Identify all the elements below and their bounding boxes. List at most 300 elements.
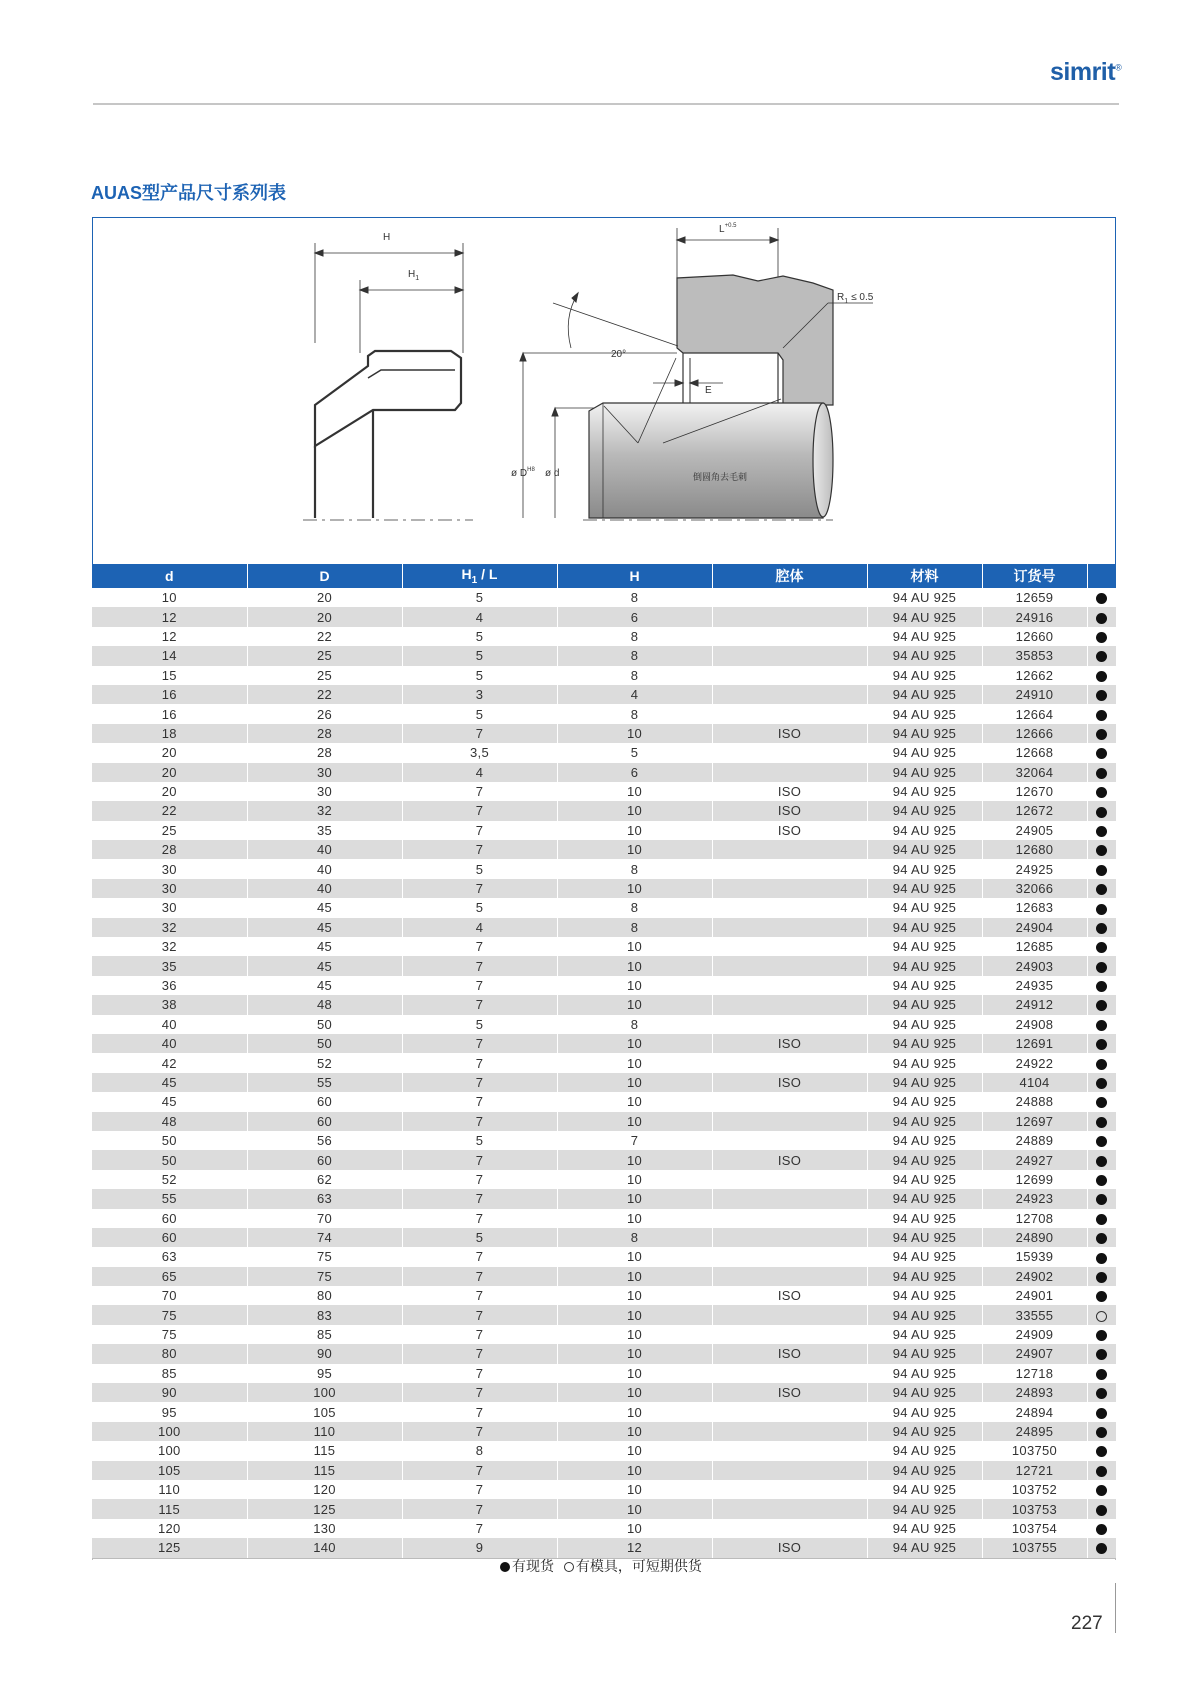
filled-dot-icon (1096, 807, 1107, 818)
cell-order-number: 12683 (982, 898, 1087, 917)
cell-order-number: 12708 (982, 1209, 1087, 1228)
cell-H: 7 (557, 1131, 712, 1150)
cell-order-number: 24909 (982, 1325, 1087, 1344)
cell-H1-L: 7 (402, 1150, 557, 1169)
cell-cavity (712, 976, 867, 995)
drawing-svg (93, 218, 1117, 565)
header-cavity: 腔体 (712, 564, 867, 588)
cell-availability (1087, 879, 1116, 898)
cell-availability (1087, 1112, 1116, 1131)
cell-material: 94 AU 925 (867, 995, 982, 1014)
cell-d: 120 (92, 1519, 247, 1538)
table-row (92, 1383, 1116, 1402)
hollow-dot-icon (564, 1562, 574, 1572)
cell-H: 10 (557, 801, 712, 820)
table-row (92, 1092, 1116, 1111)
cell-availability (1087, 1402, 1116, 1421)
cell-material: 94 AU 925 (867, 1247, 982, 1266)
cell-d: 30 (92, 879, 247, 898)
cell-d: 35 (92, 956, 247, 975)
cell-availability (1087, 840, 1116, 859)
cell-H1-L: 5 (402, 666, 557, 685)
cell-H1-L: 7 (402, 1170, 557, 1189)
cell-availability (1087, 1461, 1116, 1480)
cell-H1-L: 4 (402, 607, 557, 626)
cell-D: 100 (247, 1383, 402, 1402)
filled-dot-icon (1096, 1446, 1107, 1457)
table-row (92, 859, 1116, 878)
technical-drawing (92, 217, 1116, 564)
cell-order-number: 103750 (982, 1441, 1087, 1460)
cell-order-number: 12685 (982, 937, 1087, 956)
cell-D: 105 (247, 1402, 402, 1421)
cell-material: 94 AU 925 (867, 1441, 982, 1460)
cell-cavity (712, 607, 867, 626)
cell-cavity (712, 627, 867, 646)
cell-cavity (712, 666, 867, 685)
cell-H1-L: 7 (402, 724, 557, 743)
cell-H: 10 (557, 937, 712, 956)
filled-dot-icon (1096, 1078, 1107, 1089)
cell-availability (1087, 743, 1116, 762)
cell-order-number: 24912 (982, 995, 1087, 1014)
cell-H1-L: 4 (402, 763, 557, 782)
cell-order-number: 103755 (982, 1538, 1087, 1557)
cell-D: 45 (247, 937, 402, 956)
cell-availability (1087, 1305, 1116, 1324)
cell-cavity: ISO (712, 821, 867, 840)
cell-order-number: 103754 (982, 1519, 1087, 1538)
cell-material: 94 AU 925 (867, 1189, 982, 1208)
cell-d: 28 (92, 840, 247, 859)
cell-material: 94 AU 925 (867, 1383, 982, 1402)
table-row (92, 704, 1116, 723)
cell-cavity (712, 1480, 867, 1499)
cell-availability (1087, 627, 1116, 646)
cell-cavity (712, 763, 867, 782)
table-row (92, 1441, 1116, 1460)
cell-availability (1087, 724, 1116, 743)
cell-availability (1087, 1053, 1116, 1072)
cell-cavity (712, 1015, 867, 1034)
cell-order-number: 24925 (982, 859, 1087, 878)
cell-cavity (712, 1499, 867, 1518)
cell-D: 60 (247, 1112, 402, 1131)
cell-d: 50 (92, 1150, 247, 1169)
cell-d: 110 (92, 1480, 247, 1499)
filled-dot-icon (1096, 710, 1107, 721)
cell-D: 30 (247, 763, 402, 782)
cell-H1-L: 7 (402, 1209, 557, 1228)
table-row (92, 1034, 1116, 1053)
cell-material: 94 AU 925 (867, 1344, 982, 1363)
cell-D: 32 (247, 801, 402, 820)
table-row (92, 1305, 1116, 1324)
cell-d: 45 (92, 1073, 247, 1092)
cell-order-number: 24908 (982, 1015, 1087, 1034)
cell-order-number: 33555 (982, 1305, 1087, 1324)
cell-availability (1087, 1189, 1116, 1208)
label-E: E (705, 385, 712, 396)
table-row (92, 1461, 1116, 1480)
cell-D: 25 (247, 646, 402, 665)
cell-cavity (712, 646, 867, 665)
cell-D: 40 (247, 879, 402, 898)
table-row (92, 763, 1116, 782)
label-chamfer: 倒圆角去毛刺 (693, 472, 748, 482)
label-d: ø d (545, 468, 560, 479)
cell-H1-L: 5 (402, 627, 557, 646)
cell-order-number: 103753 (982, 1499, 1087, 1518)
cell-availability (1087, 1383, 1116, 1402)
filled-dot-icon (1096, 904, 1107, 915)
cell-cavity (712, 918, 867, 937)
cell-order-number: 24907 (982, 1344, 1087, 1363)
cell-d: 75 (92, 1305, 247, 1324)
cell-d: 55 (92, 1189, 247, 1208)
cell-cavity (712, 743, 867, 762)
cell-cavity (712, 1461, 867, 1480)
cell-cavity: ISO (712, 1073, 867, 1092)
filled-dot-icon (1096, 1330, 1107, 1341)
cell-availability (1087, 1092, 1116, 1111)
cell-H1-L: 7 (402, 1422, 557, 1441)
cell-cavity (712, 1053, 867, 1072)
cell-H1-L: 7 (402, 956, 557, 975)
cell-cavity (712, 1170, 867, 1189)
filled-dot-icon (1096, 1369, 1107, 1380)
cell-H: 8 (557, 918, 712, 937)
filled-dot-icon (1096, 1253, 1107, 1264)
cell-material: 94 AU 925 (867, 1402, 982, 1421)
cell-cavity (712, 1247, 867, 1266)
cell-order-number: 12697 (982, 1112, 1087, 1131)
cell-material: 94 AU 925 (867, 898, 982, 917)
cell-H: 5 (557, 743, 712, 762)
filled-dot-icon (1096, 1349, 1107, 1360)
cell-cavity (712, 840, 867, 859)
hollow-dot-icon (1096, 1311, 1107, 1322)
cell-D: 62 (247, 1170, 402, 1189)
cell-material: 94 AU 925 (867, 782, 982, 801)
filled-dot-icon (1096, 1000, 1107, 1011)
cell-material: 94 AU 925 (867, 685, 982, 704)
cell-d: 22 (92, 801, 247, 820)
cell-cavity (712, 1364, 867, 1383)
cell-D: 83 (247, 1305, 402, 1324)
filled-dot-icon (1096, 923, 1107, 934)
table-row (92, 1519, 1116, 1538)
cell-availability (1087, 1422, 1116, 1441)
cell-d: 75 (92, 1325, 247, 1344)
cell-material: 94 AU 925 (867, 763, 982, 782)
cell-material: 94 AU 925 (867, 1015, 982, 1034)
header-D: D (247, 564, 402, 588)
cell-D: 52 (247, 1053, 402, 1072)
cell-material: 94 AU 925 (867, 1131, 982, 1150)
cell-cavity (712, 1131, 867, 1150)
cell-availability (1087, 1247, 1116, 1266)
cell-d: 115 (92, 1499, 247, 1518)
dimension-table-wrap (92, 564, 1116, 1559)
cell-material: 94 AU 925 (867, 1499, 982, 1518)
table-row (92, 1267, 1116, 1286)
label-H1: $H_1$ (408, 269, 420, 282)
cell-H: 8 (557, 859, 712, 878)
cell-D: 55 (247, 1073, 402, 1092)
cell-cavity (712, 685, 867, 704)
cell-H1-L: 7 (402, 840, 557, 859)
dimension-table (92, 564, 1116, 1558)
cell-D: 40 (247, 859, 402, 878)
cell-order-number: 24893 (982, 1383, 1087, 1402)
cell-H: 10 (557, 1305, 712, 1324)
cell-H1-L: 7 (402, 1305, 557, 1324)
cell-H: 10 (557, 1383, 712, 1402)
brand-logo (1050, 58, 1121, 87)
page-title: AUAS型产品尺寸系列表 (91, 183, 287, 203)
filled-dot-icon (1096, 865, 1107, 876)
cell-availability (1087, 821, 1116, 840)
brand-mark: ® (1115, 62, 1122, 73)
cell-order-number: 24890 (982, 1228, 1087, 1247)
cell-d: 36 (92, 976, 247, 995)
cell-D: 48 (247, 995, 402, 1014)
cell-material: 94 AU 925 (867, 627, 982, 646)
cell-cavity (712, 1092, 867, 1111)
cell-D: 25 (247, 666, 402, 685)
cell-material: 94 AU 925 (867, 918, 982, 937)
cell-availability (1087, 1170, 1116, 1189)
cell-D: 45 (247, 956, 402, 975)
cell-material: 94 AU 925 (867, 1092, 982, 1111)
cell-material: 94 AU 925 (867, 879, 982, 898)
cell-d: 38 (92, 995, 247, 1014)
header-H1-L: $H_1$ / L (402, 564, 557, 588)
cell-H: 10 (557, 821, 712, 840)
cell-availability (1087, 1034, 1116, 1053)
cell-availability (1087, 1015, 1116, 1034)
cell-order-number: 24904 (982, 918, 1087, 937)
filled-dot-icon (1096, 1524, 1107, 1535)
cell-availability (1087, 1364, 1116, 1383)
cell-availability (1087, 666, 1116, 685)
cell-availability (1087, 704, 1116, 723)
table-row (92, 1402, 1116, 1421)
cell-H1-L: 7 (402, 801, 557, 820)
cell-H: 10 (557, 1267, 712, 1286)
cell-material: 94 AU 925 (867, 646, 982, 665)
cell-availability (1087, 1344, 1116, 1363)
cell-H: 10 (557, 1170, 712, 1189)
cell-cavity: ISO (712, 1150, 867, 1169)
cell-D: 30 (247, 782, 402, 801)
table-row (92, 627, 1116, 646)
table-row (92, 1170, 1116, 1189)
filled-dot-icon (1096, 1136, 1107, 1147)
cell-d: 16 (92, 685, 247, 704)
cell-order-number: 24935 (982, 976, 1087, 995)
cell-D: 85 (247, 1325, 402, 1344)
cell-H: 10 (557, 1209, 712, 1228)
cell-material: 94 AU 925 (867, 588, 982, 607)
filled-dot-icon (1096, 1291, 1107, 1302)
cell-availability (1087, 685, 1116, 704)
cell-d: 20 (92, 743, 247, 762)
table-row (92, 995, 1116, 1014)
cell-material: 94 AU 925 (867, 1519, 982, 1538)
cell-H1-L: 7 (402, 879, 557, 898)
cell-material: 94 AU 925 (867, 1034, 982, 1053)
cell-D: 40 (247, 840, 402, 859)
table-row (92, 898, 1116, 917)
table-body (92, 588, 1116, 1558)
cell-D: 120 (247, 1480, 402, 1499)
cell-material: 94 AU 925 (867, 607, 982, 626)
table-row (92, 607, 1116, 626)
legend-in-stock: 有现货 (512, 1558, 554, 1574)
filled-dot-icon (1096, 1466, 1107, 1477)
table-row (92, 743, 1116, 762)
cell-order-number: 12672 (982, 801, 1087, 820)
cell-d: 45 (92, 1092, 247, 1111)
cell-H: 8 (557, 588, 712, 607)
filled-dot-icon (1096, 1427, 1107, 1438)
cell-order-number: 24894 (982, 1402, 1087, 1421)
cell-H: 10 (557, 995, 712, 1014)
cell-D: 45 (247, 898, 402, 917)
table-row (92, 1422, 1116, 1441)
table-header-row (92, 564, 1116, 588)
cell-H: 10 (557, 1499, 712, 1518)
cell-H: 12 (557, 1538, 712, 1557)
cell-order-number: 15939 (982, 1247, 1087, 1266)
cell-availability (1087, 995, 1116, 1014)
cell-order-number: 32066 (982, 879, 1087, 898)
cell-d: 16 (92, 704, 247, 723)
filled-dot-icon (1096, 1020, 1107, 1031)
cell-availability (1087, 976, 1116, 995)
cell-H1-L: 5 (402, 1015, 557, 1034)
cell-order-number: 12662 (982, 666, 1087, 685)
cell-H: 10 (557, 976, 712, 995)
cell-H1-L: 7 (402, 1247, 557, 1266)
cell-H: 8 (557, 666, 712, 685)
table-row (92, 1073, 1116, 1092)
cell-material: 94 AU 925 (867, 1305, 982, 1324)
cell-d: 80 (92, 1344, 247, 1363)
cell-d: 42 (92, 1053, 247, 1072)
cell-availability (1087, 782, 1116, 801)
cell-material: 94 AU 925 (867, 1073, 982, 1092)
filled-dot-icon (1096, 1117, 1107, 1128)
cell-H: 10 (557, 1441, 712, 1460)
cell-availability (1087, 956, 1116, 975)
table-row (92, 1189, 1116, 1208)
header-d: d (92, 564, 247, 588)
cell-material: 94 AU 925 (867, 937, 982, 956)
cell-material: 94 AU 925 (867, 1150, 982, 1169)
label-L: $L^{+0.5}$ (719, 223, 737, 235)
cell-d: 30 (92, 859, 247, 878)
header-material: 材料 (867, 564, 982, 588)
filled-dot-icon (1096, 690, 1107, 701)
cell-H: 8 (557, 704, 712, 723)
cell-H1-L: 7 (402, 1364, 557, 1383)
filled-dot-icon (1096, 671, 1107, 682)
cell-availability (1087, 1519, 1116, 1538)
filled-dot-icon (1096, 1233, 1107, 1244)
cell-D: 75 (247, 1267, 402, 1286)
availability-legend (500, 1556, 702, 1576)
cell-H1-L: 7 (402, 1034, 557, 1053)
cell-d: 32 (92, 918, 247, 937)
cell-D: 22 (247, 685, 402, 704)
cell-availability (1087, 1267, 1116, 1286)
cell-H: 8 (557, 1228, 712, 1247)
cell-cavity: ISO (712, 1538, 867, 1557)
cell-material: 94 AU 925 (867, 976, 982, 995)
cell-cavity (712, 704, 867, 723)
cell-cavity (712, 879, 867, 898)
cell-H1-L: 7 (402, 937, 557, 956)
cell-H: 8 (557, 646, 712, 665)
table-row (92, 666, 1116, 685)
cell-d: 15 (92, 666, 247, 685)
table-row (92, 1209, 1116, 1228)
cell-d: 70 (92, 1286, 247, 1305)
table-row (92, 1015, 1116, 1034)
cell-order-number: 24888 (982, 1092, 1087, 1111)
filled-dot-icon (1096, 729, 1107, 740)
table-row (92, 1364, 1116, 1383)
table-row (92, 646, 1116, 665)
cell-d: 65 (92, 1267, 247, 1286)
cell-H: 10 (557, 1034, 712, 1053)
cell-material: 94 AU 925 (867, 743, 982, 762)
table-row (92, 1228, 1116, 1247)
cell-d: 30 (92, 898, 247, 917)
cell-H: 10 (557, 1092, 712, 1111)
cell-D: 28 (247, 743, 402, 762)
cell-availability (1087, 1150, 1116, 1169)
table-row (92, 976, 1116, 995)
table-row (92, 724, 1116, 743)
cell-H1-L: 7 (402, 1499, 557, 1518)
cell-cavity (712, 937, 867, 956)
cell-H: 10 (557, 782, 712, 801)
cell-material: 94 AU 925 (867, 704, 982, 723)
filled-dot-icon (1096, 884, 1107, 895)
filled-dot-icon (1096, 1175, 1107, 1186)
table-row (92, 1538, 1116, 1557)
cell-material: 94 AU 925 (867, 1209, 982, 1228)
cell-material: 94 AU 925 (867, 666, 982, 685)
cell-availability (1087, 898, 1116, 917)
cell-H1-L: 3 (402, 685, 557, 704)
cell-H: 4 (557, 685, 712, 704)
cell-H: 10 (557, 1112, 712, 1131)
filled-dot-icon (1096, 1485, 1107, 1496)
cell-order-number: 24902 (982, 1267, 1087, 1286)
filled-dot-icon (1096, 1156, 1107, 1167)
filled-dot-icon (1096, 1214, 1107, 1225)
cell-D: 75 (247, 1247, 402, 1266)
cell-order-number: 24905 (982, 821, 1087, 840)
filled-dot-icon (1096, 787, 1107, 798)
cell-order-number: 24910 (982, 685, 1087, 704)
header-rule (93, 103, 1119, 105)
